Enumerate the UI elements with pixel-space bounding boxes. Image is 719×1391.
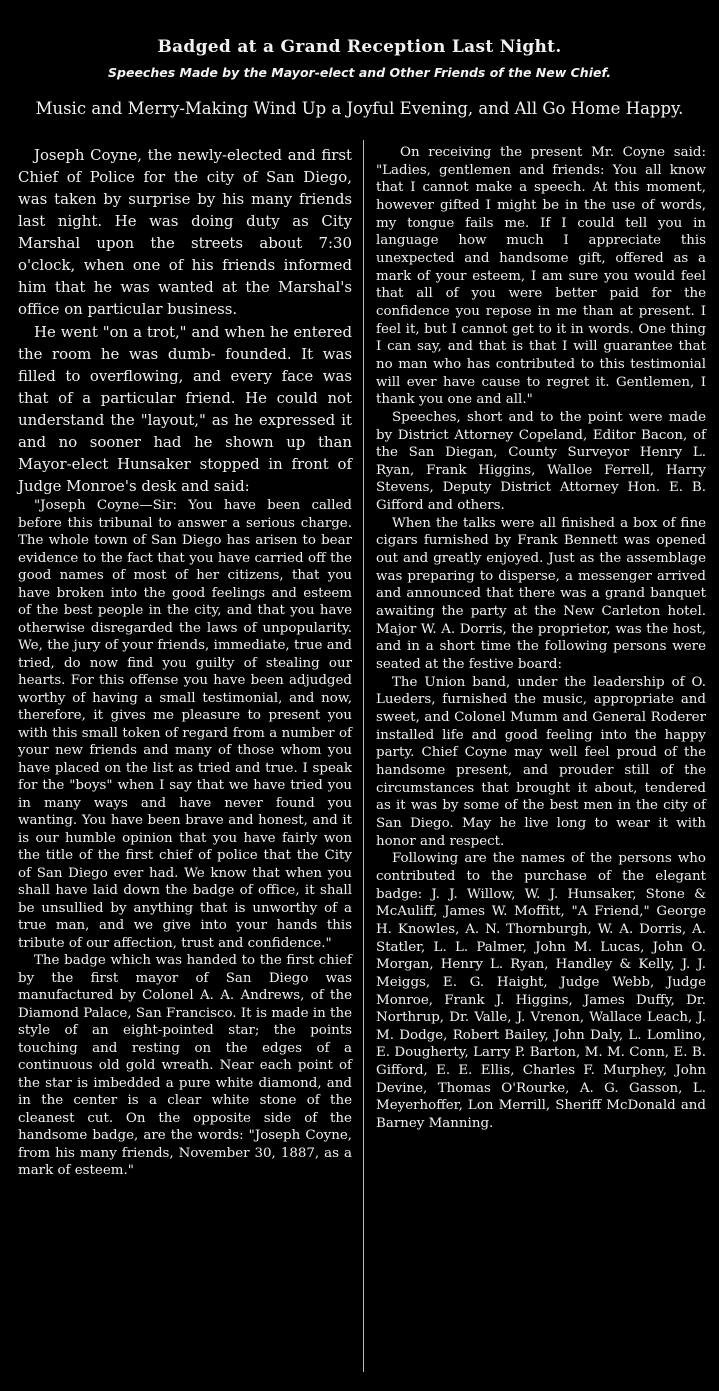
paragraph-coyne-reply: On receiving the present Mr. Coyne said: "Ladies, gentlemen and friends: You all know that I cannot make a speech. At this moment, however gifted I might be in the use of words, my tongue fails me. If I could tell you in language how much I appreciate this unexpected and handsome gift, offered as a mark of your esteem, I am sure you would feel that all of you were better paid for the confidence you repose in me than at present. I feel it, but I cannot get to it in words. One thing I can say, and that is that I will guarantee that no man who has contributed to this testimonial will ever have cause to regret it. Gentlemen, I thank you one and all." <box>376 145 706 408</box>
paragraph-speeches: Speeches, short and to the point were made by District Attorney Copeland, Editor Bacon, of the San Diegan, County Surveyor Henry L. Ryan, Frank Higgins, Walloe Ferrell, Harry Stevens, Deputy District Attorney Hon. E. B. Gifford and others. <box>376 409 706 514</box>
paragraph-presentation-speech: "Joseph Coyne—Sir: You have been called before this tribunal to answer a serious charge. The whole town of San Diego has arisen to bear evidence to the fact that you have carried off the good names of most of her citizens, that you have broken into the good feelings and esteem of the best people in the city, and that you have otherwise disregarded the laws of unpopularity. We, the jury of your friends, immediate, true and tried, do now find you guilty of stealing our hearts. For this offense you have been adjudged worthy of having a small testimonial, and now, therefore, it gives me pleasure to present you with this small token of regard from a number of your new friends and many of those whom you have placed on the list as tried and true. I speak for the "boys" when I say that we have tried you in many ways and have never found you wanting. You have been brave and honest, and it is our humble opinion that you have fairly won the title of the first chief of police that the City of San Diego ever had. We know that when you shall have laid down the badge of office, it shall be unsullied by anything that is unworthy of a true man, and we give into your hands this tribute of our affection, trust and confidence." <box>18 498 352 951</box>
column-divider <box>363 140 364 1372</box>
left-column <box>18 144 352 1180</box>
paragraph-arrival: He went "on a trot," and when he entered the room he was dumb- founded. It was filled to overflowing, and every face was that of a particular friend. He could not understand the "layout," as he expressed it and no sooner had he shown up than Mayor-elect Hunsaker stopped in front of Judge Monroe's desk and said: <box>18 322 352 495</box>
paragraph-badge-description: The badge which was handed to the first chief by the first mayor of San Diego was manufactured by Colonel A. A. Andrews, of the Diamond Palace, San Francisco. It is made in the style of an eight-pointed star; the points touching and resting on the edges of a continuous old gold wreath. Near each point of the star is imbedded a pure white diamond, and in the center is a clear white stone of the cleanest cut. On the opposite side of the handsome badge, are the words: "Joseph Coyne, from his many friends, November 30, 1887, as a mark of esteem." <box>18 953 352 1178</box>
paragraph-banquet: When the talks were all finished a box of fine cigars furnished by Frank Bennett was opened out and greatly enjoyed. Just as the assemblage was preparing to disperse, a messenger arrived and announced that there was a grand banquet awaiting the party at the New Carleton hotel. Major W. A. Dorris, the proprietor, was the host, and in a short time the following persons were seated at the festive board: <box>376 515 706 673</box>
headline-main: Badged at a Grand Reception Last Night. <box>157 37 562 57</box>
headline-deck: Music and Merry-Making Wind Up a Joyful Evening, and All Go Home Happy. <box>35 99 684 118</box>
headline-subhead: Speeches Made by the Mayor-elect and Other Friends of the New Chief. <box>108 65 611 80</box>
paragraph-contributors: Following are the names of the persons who contributed to the purchase of the elegant badge: J. J. Willow, W. J. Hunsaker, Stone & McAuliff, James W. Moffitt, "A Friend," George H. Knowles, A. N. Thornburgh, W. A. Dorris, A. Statler, L. L. Palmer, John M. Lucas, John O. Morgan, Henry L. Ryan, Handley & Kelly, J. J. Meiggs, E. G. Haight, Judge Webb, Judge Monroe, Frank J. Higgins, James Duffy, Dr. Northrup, Dr. Valle, J. Vrenon, Wallace Leach, J. M. Dodge, Robert Bailey, John Daly, L. Lomlino, E. Dougherty, Larry P. Barton, M. M. Conn, E. B. Gifford, E. E. Ellis, Charles F. Murphey, John Devine, Thomas O'Rourke, A. G. Gasson, L. Meyerhoffer, Lon Merrill, Sheriff McDonald and Barney Manning. <box>376 851 706 1132</box>
right-column <box>376 144 706 1133</box>
paragraph-music: The Union band, under the leadership of O. Lueders, furnished the music, appropriate and sweet, and Colonel Mumm and General Roderer installed life and good feeling into the happy party. Chief Coyne may well feel proud of the handsome present, and prouder still of the circumstances that brought it about, tendered as it was by some of the best men in the city of San Diego. May he live long to wear it with honor and respect. <box>376 674 706 849</box>
paragraph-opening: Joseph Coyne, the newly-elected and first Chief of Police for the city of San Diego, was taken by surprise by his many friends last night. He was doing duty as City Marshal upon the streets about 7:30 o'clock, when one of his friends informed him that he was wanted at the Marshal's office on particular business. <box>18 146 352 319</box>
